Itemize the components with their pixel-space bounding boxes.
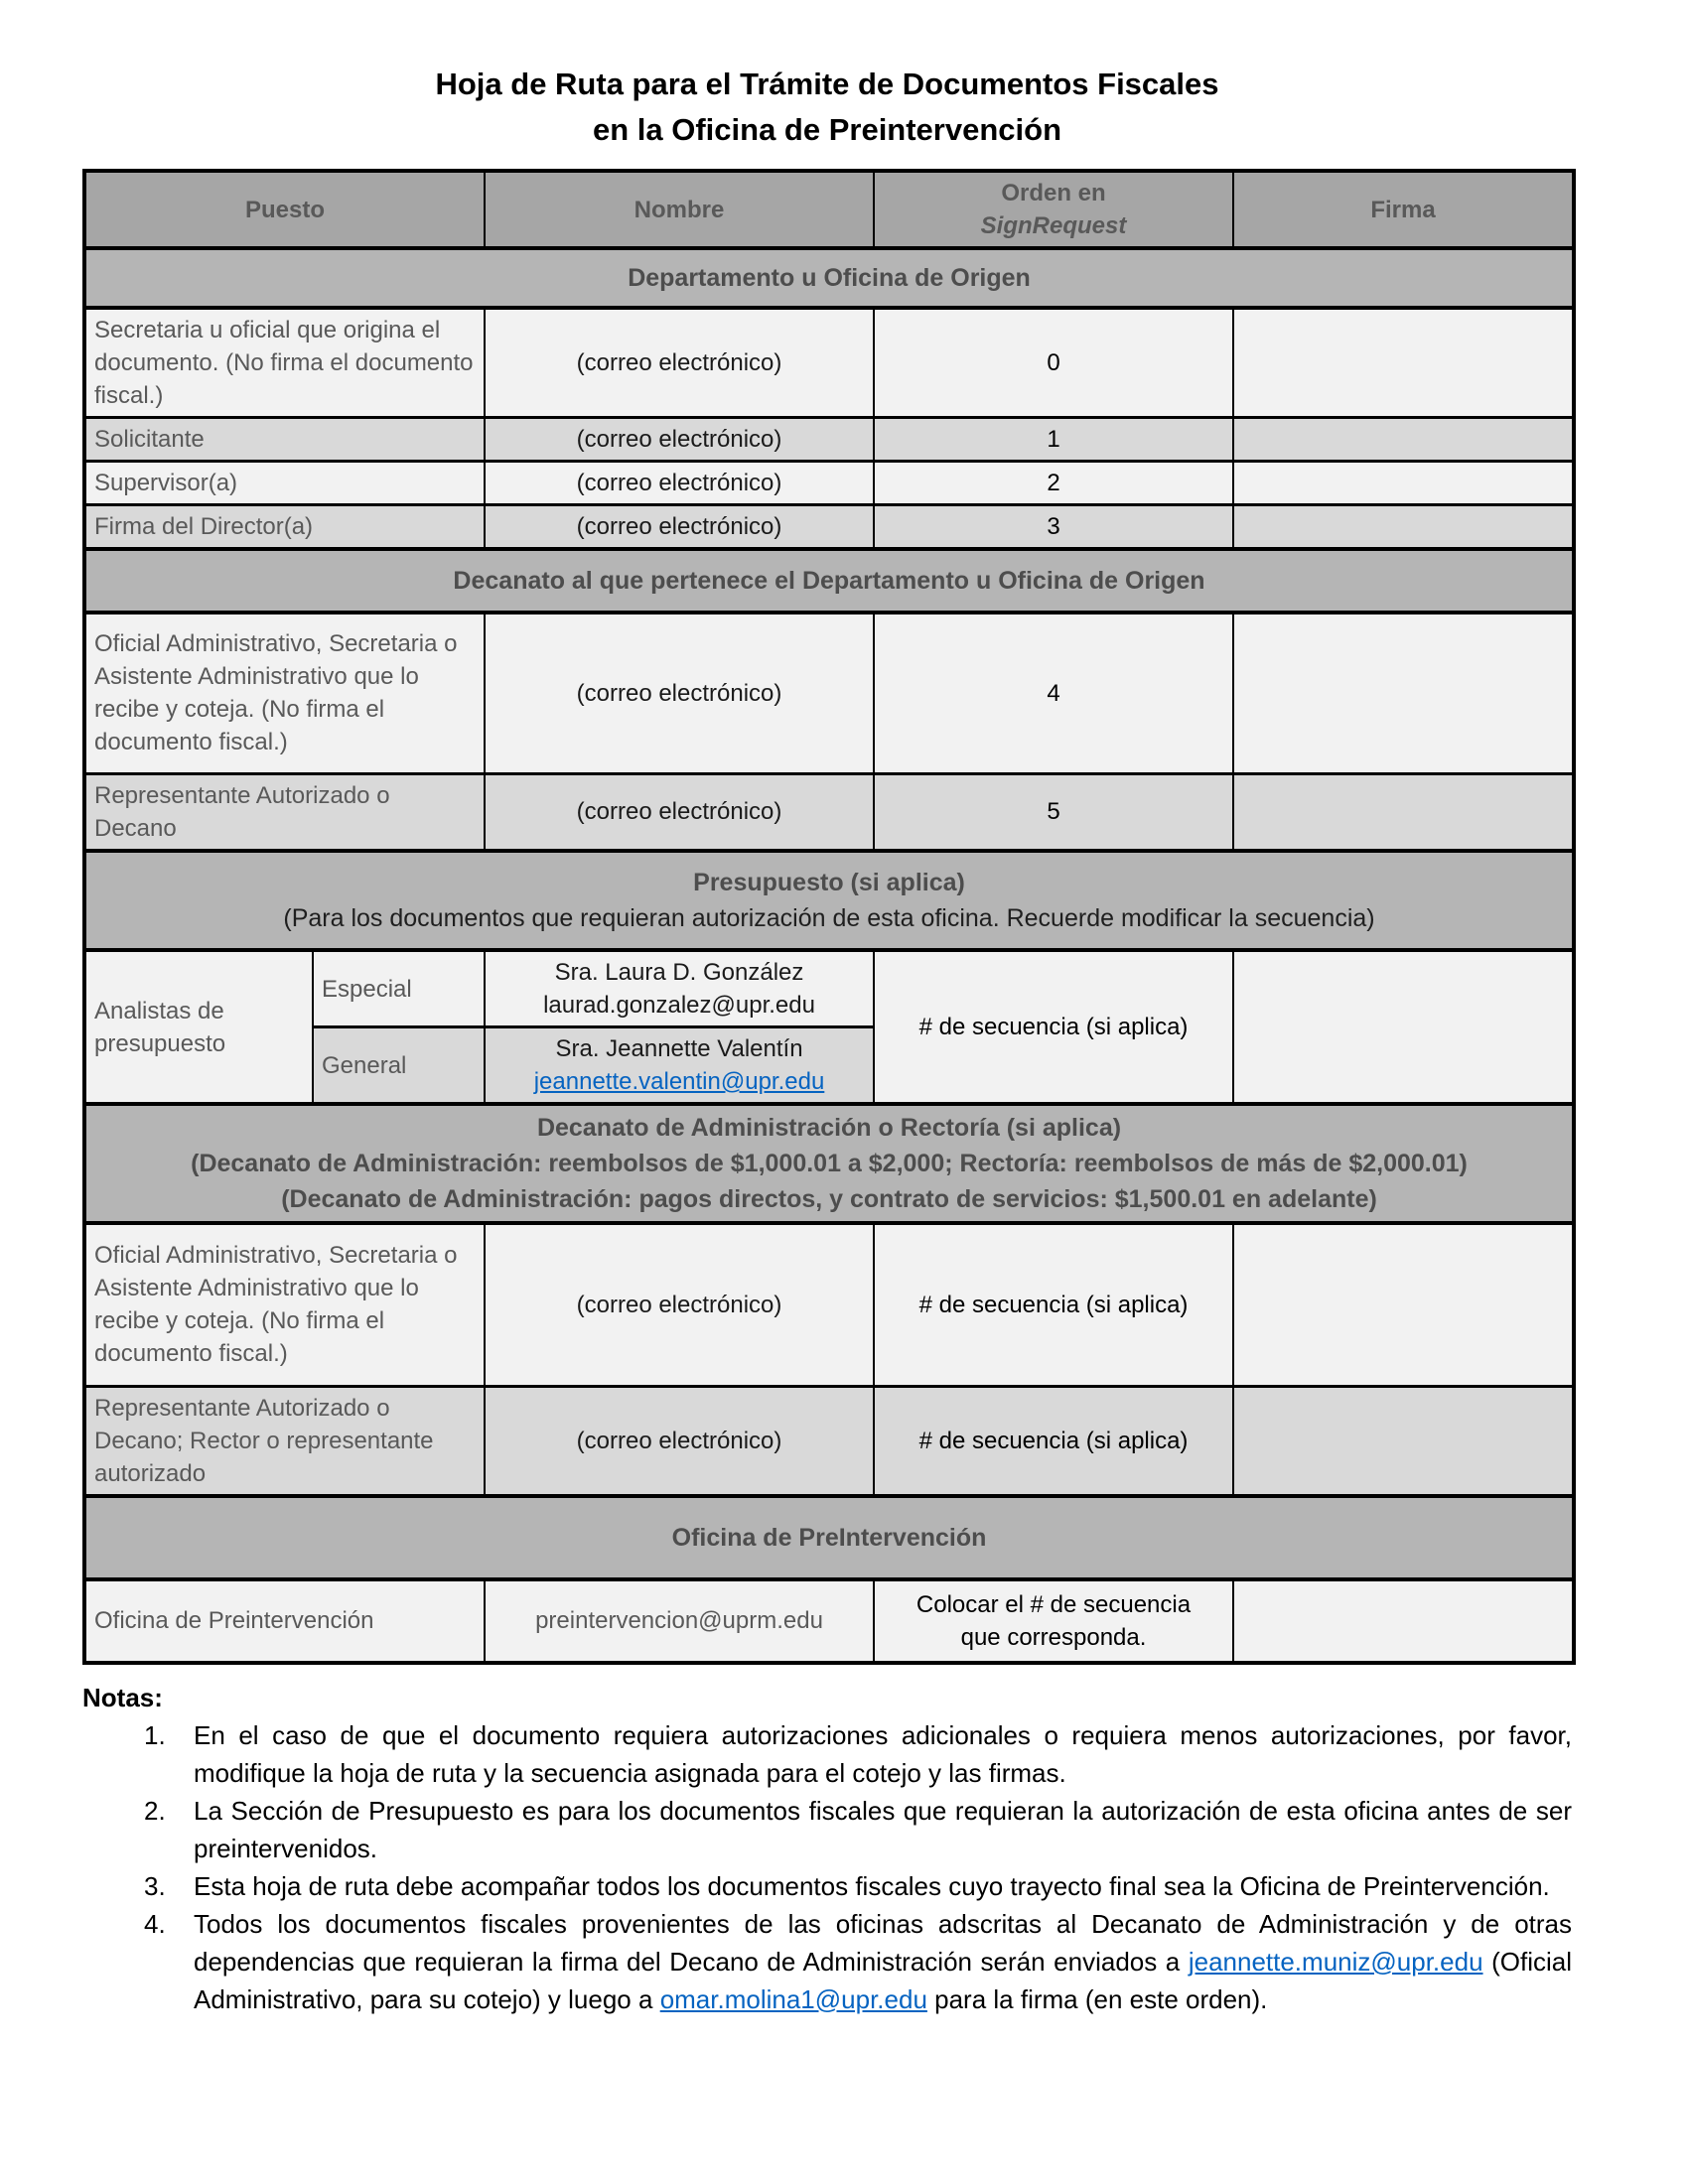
cell-tipo: Especial (313, 950, 485, 1027)
table-row (84, 505, 1574, 550)
cell-nombre: (correo electrónico) (485, 613, 874, 773)
cell-orden: 2 (874, 462, 1233, 505)
notes-section (82, 1679, 1572, 2018)
section-presupuesto-title: Presupuesto (si aplica) (693, 869, 965, 896)
table-row (84, 418, 1574, 462)
cell-puesto: Solicitante (84, 418, 485, 462)
table-header-row (84, 171, 1574, 248)
cell-orden: 4 (874, 613, 1233, 773)
cell-tipo: General (313, 1027, 485, 1105)
section-admin (84, 1104, 1574, 1223)
table-row (84, 1386, 1574, 1496)
cell-puesto: Oficina de Preintervención (84, 1579, 485, 1663)
cell-nombre (485, 1027, 874, 1105)
cell-firma-empty (1233, 418, 1574, 462)
email-link-molina[interactable]: omar.molina1@upr.edu (659, 1983, 927, 2014)
note-item-4 (144, 1905, 1572, 2018)
section-admin-title: Decanato de Administración o Rectoría (si aplica) (536, 1114, 1122, 1142)
note-number: 1. (144, 1719, 166, 1750)
cell-puesto: Secretaria u oficial que origina el documento. (No firma el documento fiscal.) (84, 308, 485, 418)
cell-puesto: Supervisor(a) (84, 462, 485, 505)
section-preintervencion-title: Oficina de PreIntervención (84, 1496, 1574, 1579)
note-text: Todos los documentos fiscales provenientes de las oficinas adscritas al Decanato de Administración y de otras dependencias que requieran la firma del Decano de Administración serán enviados a jeannette.muniz@upr.edu (Oficial Administrativo, para su cotejo) y luego a omar.molina1@upr.edu para la firma (en este orden). (194, 1908, 1572, 2014)
cell-nombre: (correo electrónico) (485, 462, 874, 505)
note-item-2 (144, 1792, 1572, 1867)
cell-firma-empty (1233, 613, 1574, 773)
note-item-1 (144, 1716, 1572, 1792)
cell-firma-empty (1233, 773, 1574, 851)
note-number: 3. (144, 1870, 166, 1901)
column-header-puesto: Puesto (84, 171, 485, 248)
cell-orden: Colocar el # de secuencia que corresponda. (874, 1579, 1233, 1663)
cell-nombre: (correo electrónico) (485, 308, 874, 418)
cell-nombre: (correo electrónico) (485, 505, 874, 550)
cell-puesto: Oficial Administrativo, Secretaria o Asistente Administrativo que lo recibe y coteja. (No firma el documento fiscal.) (84, 613, 485, 773)
cell-orden: 0 (874, 308, 1233, 418)
cell-puesto: Representante Autorizado o Decano (84, 773, 485, 851)
note-text: La Sección de Presupuesto es para los documentos fiscales que requieran la autorización de esta oficina antes de ser preintervenidos. (194, 1795, 1572, 1863)
section-presupuesto (84, 851, 1574, 950)
routing-table (82, 169, 1576, 1665)
note-number: 2. (144, 1795, 166, 1826)
note-item-3 (144, 1867, 1572, 1905)
table-row (84, 462, 1574, 505)
cell-firma-empty (1233, 1223, 1574, 1386)
page-title-line2: en la Oficina de Preintervención (592, 112, 1062, 147)
table-row (84, 1579, 1574, 1663)
section-admin-subtitle1: (Decanato de Administración: reembolsos de $1,000.01 a $2,000; Rectoría: reembolsos de más de $2,000.01) (191, 1150, 1468, 1177)
cell-orden: 3 (874, 505, 1233, 550)
section-decanato-title: Decanato al que pertenece el Departamento u Oficina de Origen (84, 549, 1574, 613)
cell-firma-empty (1233, 1386, 1574, 1496)
cell-nombre (485, 950, 874, 1027)
analyst-name: Sra. Laura D. González (554, 959, 804, 986)
cell-orden: 5 (874, 773, 1233, 851)
note-text: En el caso de que el documento requiera autorizaciones adicionales o requiera menos autorizaciones, por favor, modifique la hoja de ruta y la secuencia asignada para el cotejo y las firmas. (194, 1719, 1572, 1788)
cell-puesto: Firma del Director(a) (84, 505, 485, 550)
section-decanato (84, 549, 1574, 613)
section-preintervencion (84, 1496, 1574, 1579)
column-header-firma: Firma (1233, 171, 1574, 248)
cell-puesto: Representante Autorizado o Decano; Rector o representante autorizado (84, 1386, 485, 1496)
section-presupuesto-subtitle: (Para los documentos que requieran autorización de esta oficina. Recuerde modificar la secuencia) (283, 904, 1375, 932)
cell-puesto: Oficial Administrativo, Secretaria o Asistente Administrativo que lo recibe y coteja. (No firma el documento fiscal.) (84, 1223, 485, 1386)
cell-nombre: preintervencion@uprm.edu (485, 1579, 874, 1663)
cell-nombre: (correo electrónico) (485, 773, 874, 851)
note-number: 4. (144, 1908, 166, 1939)
table-row (84, 1223, 1574, 1386)
cell-orden: 1 (874, 418, 1233, 462)
cell-analistas-label: Analistas de presupuesto (84, 950, 313, 1104)
cell-firma-empty (1233, 1579, 1574, 1663)
analyst-name: Sra. Jeannette Valentín (555, 1035, 803, 1062)
document-page (82, 0, 1572, 2018)
cell-nombre: (correo electrónico) (485, 418, 874, 462)
note-text: Esta hoja de ruta debe acompañar todos los documentos fiscales cuyo trayecto final sea la Oficina de Preintervención. (194, 1870, 1550, 1901)
section-origin (84, 248, 1574, 308)
cell-firma-empty (1233, 505, 1574, 550)
column-header-orden: Orden en SignRequest (874, 171, 1233, 248)
table-row (84, 613, 1574, 773)
cell-orden: # de secuencia (si aplica) (874, 1223, 1233, 1386)
analyst-email: laurad.gonzalez@upr.edu (543, 992, 815, 1019)
email-link-muniz[interactable]: jeannette.muniz@upr.edu (1188, 1946, 1483, 1977)
cell-firma-empty (1233, 950, 1574, 1104)
page-title (82, 0, 1572, 153)
cell-nombre: (correo electrónico) (485, 1386, 874, 1496)
page-title-line1: Hoja de Ruta para el Trámite de Documentos Fiscales (435, 67, 1219, 101)
section-origin-title: Departamento u Oficina de Origen (84, 248, 1574, 308)
table-row (84, 773, 1574, 851)
email-link-valentin[interactable]: jeannette.valentin@upr.edu (533, 1068, 825, 1095)
cell-nombre: (correo electrónico) (485, 1223, 874, 1386)
table-row (84, 950, 1574, 1027)
section-admin-subtitle2: (Decanato de Administración: pagos directos, y contrato de servicios: $1,500.01 en adelante) (281, 1185, 1377, 1213)
cell-orden: # de secuencia (si aplica) (874, 950, 1233, 1104)
cell-firma-empty (1233, 308, 1574, 418)
table-row (84, 308, 1574, 418)
notes-label: Notas: (82, 1682, 163, 1712)
column-header-nombre: Nombre (485, 171, 874, 248)
cell-orden: # de secuencia (si aplica) (874, 1386, 1233, 1496)
cell-firma-empty (1233, 462, 1574, 505)
